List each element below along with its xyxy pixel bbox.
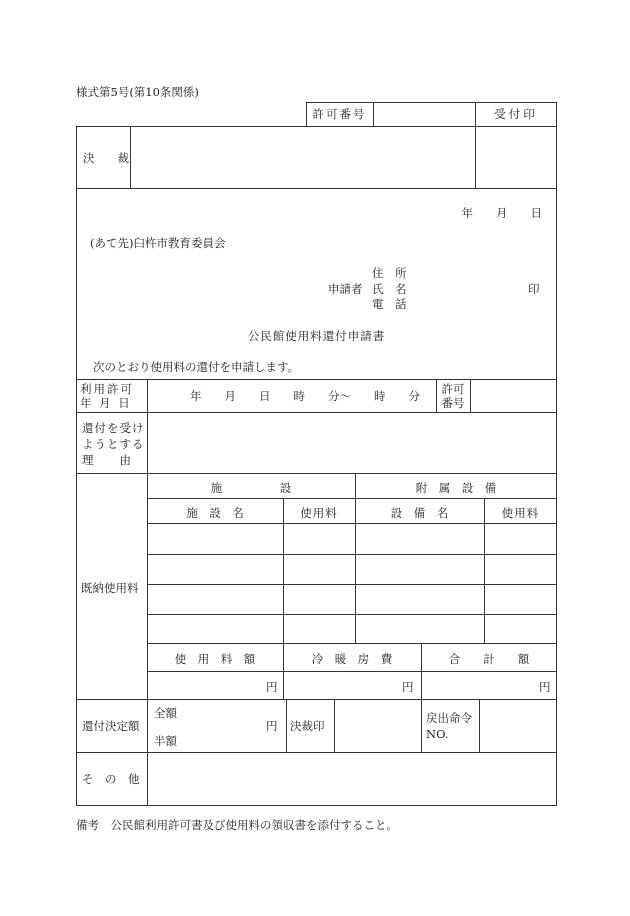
facility-fee-cell[interactable] bbox=[286, 525, 353, 552]
other-label: そ の 他 bbox=[82, 772, 140, 786]
facility-name-cell[interactable] bbox=[150, 525, 281, 552]
reception-stamp-field[interactable] bbox=[478, 129, 554, 185]
seal-mark: 印 bbox=[528, 282, 540, 296]
applicant-label: 申請者 bbox=[328, 282, 363, 296]
return-order-label-1: 戻出命令 bbox=[426, 711, 472, 725]
application-date: 年 月 日 bbox=[461, 206, 542, 220]
permit-no-label-2: 番号 bbox=[441, 396, 465, 410]
total-yen: 円 bbox=[539, 680, 551, 694]
equipment-name-cell[interactable] bbox=[358, 525, 482, 552]
half-amount-label: 半額 bbox=[154, 734, 177, 748]
equipment-name-column: 設 備 名 bbox=[390, 506, 449, 520]
refund-reason-field[interactable] bbox=[150, 415, 554, 470]
refund-reason-label-1: 還付を受け bbox=[82, 421, 145, 435]
fee-amount-yen: 円 bbox=[266, 680, 278, 694]
facility-name-column: 施 設 名 bbox=[186, 506, 244, 520]
refund-decision-label: 還付決定額 bbox=[82, 719, 140, 733]
return-order-label-2: NO. bbox=[426, 727, 449, 741]
remarks: 備考 公民館利用許可書及び使用料の領収書を添付すること。 bbox=[76, 818, 398, 832]
usage-permit-label-2: 年 月 日 bbox=[80, 396, 132, 410]
equipment-fee-cell[interactable] bbox=[487, 525, 555, 552]
return-order-field[interactable] bbox=[482, 702, 554, 749]
permit-no-label-1: 許可 bbox=[441, 382, 465, 396]
decision-label: 決 裁 bbox=[83, 151, 129, 165]
equipment-header: 附 属 設 備 bbox=[415, 481, 497, 495]
address-label: 住 所 bbox=[372, 266, 407, 280]
addressee: (あて先)臼杵市教育委員会 bbox=[90, 236, 226, 250]
fee-amount-label: 使 用 料 額 bbox=[174, 652, 256, 666]
decision-field[interactable] bbox=[133, 129, 473, 185]
phone-label: 電 話 bbox=[372, 297, 407, 311]
refund-reason-label-2: ようとする bbox=[82, 437, 145, 451]
fees-paid-label: 既納使用料 bbox=[81, 581, 139, 595]
refund-reason-label-3: 理 由 bbox=[82, 453, 132, 467]
reception-stamp-label: 受付印 bbox=[494, 107, 538, 121]
permit-number-label: 許可番号 bbox=[312, 107, 367, 121]
usage-permit-number-field[interactable] bbox=[473, 382, 555, 410]
heating-cooling-yen: 円 bbox=[402, 680, 414, 694]
total-label: 合 計 額 bbox=[448, 652, 530, 666]
name-label: 氏 名 bbox=[372, 282, 407, 296]
equipment-fee-column: 使用料 bbox=[501, 506, 540, 520]
decision-seal-label: 決裁印 bbox=[290, 719, 325, 733]
form-number: 様式第5号(第10条関係) bbox=[76, 85, 199, 99]
facility-fee-column: 使用料 bbox=[300, 506, 338, 520]
decision-seal-field[interactable] bbox=[337, 702, 419, 749]
usage-permit-label-1: 利用許可 bbox=[80, 382, 134, 396]
permit-number-field[interactable] bbox=[376, 104, 473, 125]
intro-text: 次のとおり使用料の還付を申請します。 bbox=[93, 360, 300, 374]
refund-yen: 円 bbox=[266, 719, 278, 733]
full-amount-label: 全額 bbox=[154, 706, 177, 720]
form-title: 公民館使用料還付申請書 bbox=[247, 329, 386, 343]
usage-datetime: 年 月 日 時 分～ 時 分 bbox=[190, 389, 420, 403]
other-field[interactable] bbox=[150, 755, 554, 803]
facility-header: 施 設 bbox=[210, 481, 292, 495]
heating-cooling-label: 冷 暖 房 費 bbox=[311, 652, 393, 666]
